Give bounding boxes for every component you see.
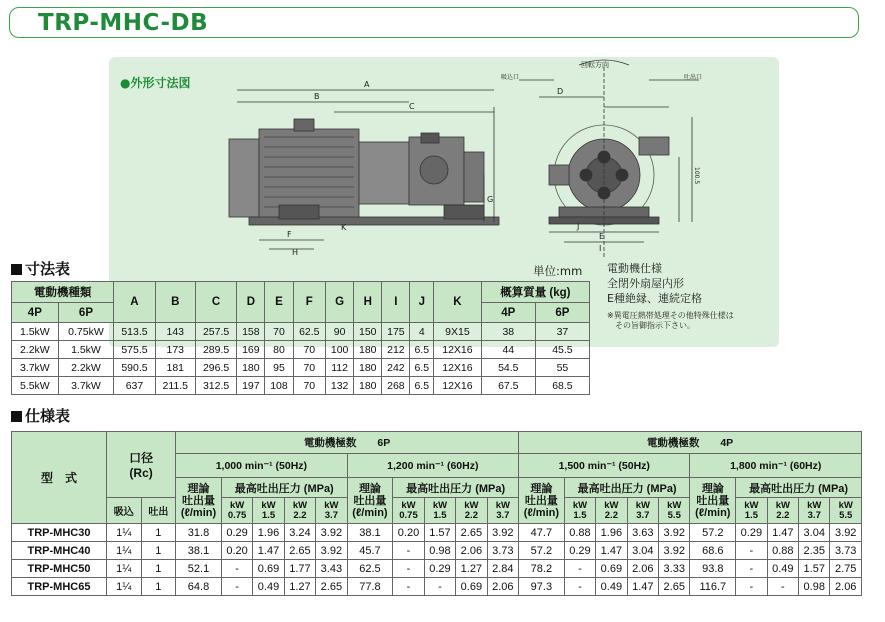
dim-table-cell: 211.5 — [155, 377, 195, 395]
spec-table-cell: - — [221, 578, 252, 596]
page-title: TRP-MHC-DB — [38, 10, 209, 36]
motor-endcap — [229, 139, 259, 217]
dim-table-cell: 12X16 — [434, 359, 482, 377]
spec-table-cell: 2.65 — [659, 578, 690, 596]
dim-table-cell: 12X16 — [434, 377, 482, 395]
model-name-cell: TRP-MHC65 — [12, 578, 107, 596]
dim-c-label: C — [409, 102, 415, 111]
dim-table-row — [12, 359, 590, 377]
dim-f-label: F — [287, 230, 292, 239]
col-h-header: H — [354, 282, 382, 323]
col-f-header: F — [293, 282, 326, 323]
spec-table-row — [12, 578, 862, 596]
dim-table-cell: 289.5 — [195, 341, 236, 359]
spec-table-cell: 1.47 — [627, 578, 658, 596]
kw-header: kW 5.5 — [659, 498, 690, 524]
spec-table-cell: 0.29 — [221, 524, 252, 542]
spec-table-cell: - — [767, 578, 798, 596]
dim-table-cell: 1.5kW — [58, 341, 114, 359]
dim-table-cell: 6.5 — [410, 341, 434, 359]
kw-header: kW 1.5 — [424, 498, 455, 524]
dim-k-label: K — [341, 223, 347, 232]
dim-table-cell: 3.7kW — [58, 377, 114, 395]
spec-table-cell: 3.43 — [316, 560, 347, 578]
spec-table-cell: 1.96 — [253, 524, 284, 542]
spec-table-cell: 2.06 — [627, 560, 658, 578]
dim-d-label: D — [557, 87, 564, 96]
spec-table-cell: 2.65 — [284, 542, 315, 560]
spec-table-cell: 3.24 — [284, 524, 315, 542]
pole-6p-header: 6P — [58, 303, 114, 323]
dim-table-cell: 6.5 — [410, 359, 434, 377]
spec-table-cell: 57.2 — [519, 542, 565, 560]
kw-header: kW 3.7 — [316, 498, 347, 524]
spec-table-cell: 0.29 — [736, 524, 767, 542]
dim-table-cell: 80 — [265, 341, 293, 359]
spec-table-cell: 0.29 — [564, 542, 595, 560]
dim-table-cell: 296.5 — [195, 359, 236, 377]
dim-table-cell: 312.5 — [195, 377, 236, 395]
spec-table-cell: - — [736, 542, 767, 560]
spec-table-cell: 2.75 — [830, 560, 862, 578]
spec-table-cell: 1.77 — [284, 560, 315, 578]
spec-table-cell: 38.1 — [347, 524, 393, 542]
dim-e-label: E — [599, 232, 605, 241]
dim-table-cell: 3.7kW — [12, 359, 59, 377]
suction-port-label: 吸込口 — [501, 74, 520, 81]
spec-table-cell: 1¼ — [107, 560, 142, 578]
dim-table-cell: 590.5 — [114, 359, 155, 377]
spec-table-cell: 2.06 — [830, 578, 862, 596]
col-d-header: D — [237, 282, 265, 323]
dim-g-label: G — [487, 195, 494, 204]
spec-table-cell: 57.2 — [690, 524, 736, 542]
spec-table-cell: 2.06 — [487, 578, 518, 596]
dim-table-cell: 100 — [326, 341, 354, 359]
dim-table-cell: 68.5 — [535, 377, 589, 395]
suction-header: 吸込 — [107, 498, 142, 524]
dim-table-cell: 70 — [293, 359, 326, 377]
title-box — [9, 7, 859, 38]
dim-table-cell: 242 — [382, 359, 410, 377]
model-header: 型 式 — [12, 432, 107, 524]
model-name-cell: TRP-MHC30 — [12, 524, 107, 542]
spec-table-cell: 93.8 — [690, 560, 736, 578]
dim-table-cell: 70 — [293, 377, 326, 395]
dim-table-cell: 132 — [326, 377, 354, 395]
spec-table-cell: 1 — [141, 524, 176, 542]
spec-table-cell: 2.65 — [316, 578, 347, 596]
spec-table-cell: - — [424, 578, 455, 596]
dim-table-cell: 70 — [293, 341, 326, 359]
dim-i-label: I — [599, 244, 602, 253]
spec-table-cell: 3.92 — [316, 542, 347, 560]
dim-table-cell: 257.5 — [195, 323, 236, 341]
spec-table-cell: 1.57 — [799, 560, 830, 578]
spec-table-cell: 0.69 — [253, 560, 284, 578]
spec-table-cell: - — [393, 578, 424, 596]
spec-table-cell: 1.47 — [767, 524, 798, 542]
weight-4p-header: 4P — [481, 303, 535, 323]
dim-table-cell: 38 — [481, 323, 535, 341]
theory-discharge-header: 理論 吐出量 (ℓ/min) — [176, 478, 222, 524]
spec-table-cell: 1.47 — [253, 542, 284, 560]
dim-table-cell: 513.5 — [114, 323, 155, 341]
col-i-header: I — [382, 282, 410, 323]
dim-table-cell: 143 — [155, 323, 195, 341]
spec-table-cell: 2.06 — [456, 542, 487, 560]
spec-table-cell: 0.69 — [596, 560, 627, 578]
kw-header: kW 3.7 — [799, 498, 830, 524]
dim-j-label: J — [577, 222, 580, 231]
dim-table-cell: 175 — [382, 323, 410, 341]
dim-table-cell: 637 — [114, 377, 155, 395]
spec-table-cell: - — [564, 578, 595, 596]
spec-table — [11, 431, 862, 596]
coupling-bracket — [359, 142, 409, 204]
dim-table-cell: 67.5 — [481, 377, 535, 395]
dim-table-cell: 0.75kW — [58, 323, 114, 341]
spec-table-cell: 1.96 — [596, 524, 627, 542]
spec-table-cell: 3.73 — [830, 542, 862, 560]
spec-table-cell: 0.88 — [767, 542, 798, 560]
kw-header: kW 0.75 — [393, 498, 424, 524]
dim-table-cell: 54.5 — [481, 359, 535, 377]
col-a-header: A — [114, 282, 155, 323]
kw-header: kW 0.75 — [221, 498, 252, 524]
motor-type-header: 電動機種類 — [12, 282, 114, 303]
spec-table-cell: 0.29 — [424, 560, 455, 578]
dim-table-cell: 37 — [535, 323, 589, 341]
dim-table-cell: 62.5 — [293, 323, 326, 341]
spec-table-cell: 1¼ — [107, 578, 142, 596]
spec-table-cell: - — [221, 560, 252, 578]
spec-table-cell: 52.1 — [176, 560, 222, 578]
freq-header: 1,200 min⁻¹ (60Hz) — [347, 454, 518, 478]
spec-table-cell: 1.27 — [284, 578, 315, 596]
freq-header: 1,500 min⁻¹ (50Hz) — [519, 454, 690, 478]
freq-header: 1,800 min⁻¹ (60Hz) — [690, 454, 862, 478]
spec-table-cell: - — [393, 542, 424, 560]
spec-table-cell: 47.7 — [519, 524, 565, 542]
dim-table-row — [12, 377, 590, 395]
spec-section-title: 仕様表 — [11, 405, 70, 426]
discharge-header: 吐出 — [141, 498, 176, 524]
theory-discharge-header: 理論 吐出量 (ℓ/min) — [519, 478, 565, 524]
dim-table-cell: 55 — [535, 359, 589, 377]
spec-table-cell: 0.49 — [767, 560, 798, 578]
square-bullet-icon — [11, 264, 22, 275]
spec-table-cell: 38.1 — [176, 542, 222, 560]
spec-table-cell: - — [393, 560, 424, 578]
rotation-label: 回転方向 — [581, 61, 609, 69]
discharge-port-label: 吐出口 — [684, 74, 703, 81]
dim-table-cell: 197 — [237, 377, 265, 395]
kw-header: kW 3.7 — [487, 498, 518, 524]
spec-table-cell: 3.92 — [659, 524, 690, 542]
dim-table-cell: 6.5 — [410, 377, 434, 395]
dim-table-cell: 169 — [237, 341, 265, 359]
spec-table-cell: 0.49 — [596, 578, 627, 596]
pole-4p-header: 4P — [12, 303, 59, 323]
spec-table-cell: 45.7 — [347, 542, 393, 560]
dim-table-cell: 2.2kW — [58, 359, 114, 377]
dim-table-cell: 268 — [382, 377, 410, 395]
dim-table-cell: 180 — [354, 377, 382, 395]
kw-header: kW 1.5 — [564, 498, 595, 524]
spec-table-cell: - — [736, 578, 767, 596]
dim-table-cell: 158 — [237, 323, 265, 341]
square-bullet-icon — [11, 411, 22, 422]
dim-table-cell: 180 — [237, 359, 265, 377]
motor-spec — [607, 261, 702, 306]
spec-table-row — [12, 524, 862, 542]
dim-h-label: H — [292, 248, 299, 257]
max-pressure-header: 最高吐出圧力 (MPa) — [564, 478, 690, 498]
spec-table-cell: 3.73 — [487, 542, 518, 560]
col-e-header: E — [265, 282, 293, 323]
drawing-label: ●外形寸法図 — [120, 76, 191, 90]
spec-table-cell: 0.88 — [564, 524, 595, 542]
freq-header: 1,000 min⁻¹ (50Hz) — [176, 454, 347, 478]
dimension-section-title: 寸法表 — [11, 258, 70, 279]
spec-table-cell: 3.63 — [627, 524, 658, 542]
spec-table-cell: 3.04 — [799, 524, 830, 542]
dim-table-cell: 180 — [354, 359, 382, 377]
kw-header: kW 2.2 — [767, 498, 798, 524]
dim-100-label: 100.5 — [693, 167, 700, 185]
max-pressure-header: 最高吐出圧力 (MPa) — [736, 478, 862, 498]
spec-table-cell: 0.20 — [393, 524, 424, 542]
spec-table-cell: - — [736, 560, 767, 578]
theory-discharge-header: 理論 吐出量 (ℓ/min) — [690, 478, 736, 524]
spec-table-cell: 3.92 — [316, 524, 347, 542]
dim-table-cell: 95 — [265, 359, 293, 377]
spec-table-cell: 78.2 — [519, 560, 565, 578]
model-name-cell: TRP-MHC40 — [12, 542, 107, 560]
spec-table-cell: 1 — [141, 578, 176, 596]
spec-table-cell: 1¼ — [107, 524, 142, 542]
kw-header: kW 2.2 — [596, 498, 627, 524]
dim-a-label: A — [364, 80, 370, 89]
dim-table-cell: 9X15 — [434, 323, 482, 341]
col-j-header: J — [410, 282, 434, 323]
dim-table-cell: 12X16 — [434, 341, 482, 359]
spec-table-cell: 3.92 — [487, 524, 518, 542]
dim-table-cell: 150 — [354, 323, 382, 341]
spec-table-cell: 77.8 — [347, 578, 393, 596]
dim-table-cell: 1.5kW — [12, 323, 59, 341]
dim-table-cell: 212 — [382, 341, 410, 359]
dim-table-row — [12, 341, 590, 359]
spec-table-cell: 3.92 — [830, 524, 862, 542]
max-pressure-header: 最高吐出圧力 (MPa) — [393, 478, 519, 498]
spec-table-cell: 31.8 — [176, 524, 222, 542]
dim-table-cell: 90 — [326, 323, 354, 341]
spec-table-cell: 0.49 — [253, 578, 284, 596]
spec-table-cell: 1 — [141, 560, 176, 578]
motor-6p-header: 電動機極数 6P — [176, 432, 519, 454]
kw-header: kW 1.5 — [253, 498, 284, 524]
dim-table-cell: 5.5kW — [12, 377, 59, 395]
dim-table-cell: 112 — [326, 359, 354, 377]
dim-table-cell: 45.5 — [535, 341, 589, 359]
spec-table-row — [12, 560, 862, 578]
spec-table-cell: - — [564, 560, 595, 578]
dim-table-cell: 4 — [410, 323, 434, 341]
motor-spec-line: 全閉外扇屋内形 — [607, 277, 684, 290]
spec-table-cell: 2.35 — [799, 542, 830, 560]
spec-table-cell: 62.5 — [347, 560, 393, 578]
dim-table-cell: 44 — [481, 341, 535, 359]
spec-table-cell: 1.57 — [424, 524, 455, 542]
dim-table-cell: 181 — [155, 359, 195, 377]
spec-table-cell: 0.98 — [424, 542, 455, 560]
col-g-header: G — [326, 282, 354, 323]
spec-table-cell: 3.04 — [627, 542, 658, 560]
theory-discharge-header: 理論 吐出量 (ℓ/min) — [347, 478, 393, 524]
col-k-header: K — [434, 282, 482, 323]
kw-header: kW 2.2 — [456, 498, 487, 524]
spec-table-row — [12, 542, 862, 560]
spec-table-cell: 0.98 — [799, 578, 830, 596]
kw-header: kW 1.5 — [736, 498, 767, 524]
kw-header: kW 5.5 — [830, 498, 862, 524]
bore-header: 口径 (Rc) — [107, 432, 176, 498]
spec-table-cell: 116.7 — [690, 578, 736, 596]
dim-table-cell: 180 — [354, 341, 382, 359]
model-name-cell: TRP-MHC50 — [12, 560, 107, 578]
spec-table-cell: 1¼ — [107, 542, 142, 560]
dim-table-cell: 2.2kW — [12, 341, 59, 359]
dim-b-label: B — [314, 92, 320, 101]
spec-table-cell: 1.47 — [596, 542, 627, 560]
dim-table-cell: 108 — [265, 377, 293, 395]
motor-spec-line: 電動機仕様 — [607, 262, 662, 275]
spec-table-cell: 97.3 — [519, 578, 565, 596]
kw-header: kW 2.2 — [284, 498, 315, 524]
dim-table-cell: 70 — [265, 323, 293, 341]
dim-table-cell: 575.5 — [114, 341, 155, 359]
spec-table-cell: 0.69 — [456, 578, 487, 596]
spec-table-cell: 3.92 — [659, 542, 690, 560]
unit-label: 単位:mm — [533, 264, 583, 278]
motor-spec-line: E種絶縁、連続定格 — [607, 292, 702, 305]
spec-table-cell: 2.84 — [487, 560, 518, 578]
motor-4p-header: 電動機極数 4P — [519, 432, 862, 454]
dim-table-cell: 173 — [155, 341, 195, 359]
kw-header: kW 3.7 — [627, 498, 658, 524]
spec-table-cell: 0.20 — [221, 542, 252, 560]
max-pressure-header: 最高吐出圧力 (MPa) — [221, 478, 347, 498]
weight-header: 概算質量 (kg) — [481, 282, 589, 303]
spec-table-cell: 64.8 — [176, 578, 222, 596]
dimension-table — [11, 281, 590, 395]
motor-spec-note: ※異電圧熱帯処理その他特殊仕様は その旨御指示下さい。 — [607, 311, 734, 330]
col-c-header: C — [195, 282, 236, 323]
spec-table-cell: 2.65 — [456, 524, 487, 542]
col-b-header: B — [155, 282, 195, 323]
dim-table-row — [12, 323, 590, 341]
spec-table-cell: 68.6 — [690, 542, 736, 560]
spec-table-cell: 1 — [141, 542, 176, 560]
weight-6p-header: 6P — [535, 303, 589, 323]
spec-table-cell: 1.27 — [456, 560, 487, 578]
spec-table-cell: 3.33 — [659, 560, 690, 578]
